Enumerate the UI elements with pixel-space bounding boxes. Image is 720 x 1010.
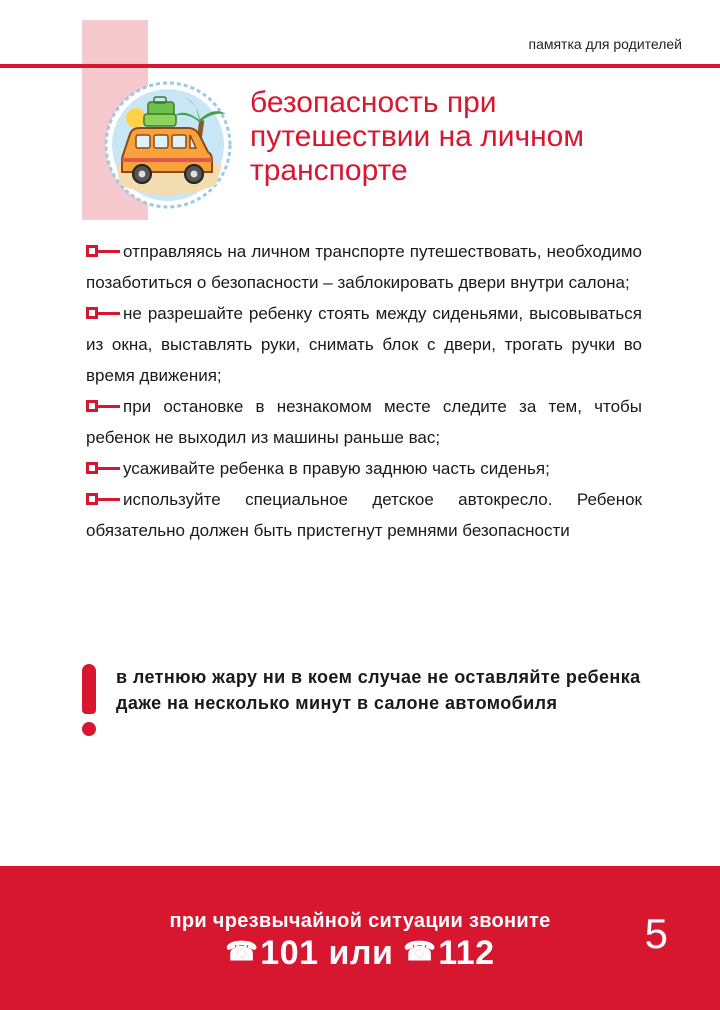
list-item-text: не разрешайте ребенку стоять между сиденьями, высовываться из окна, выставлять руки, снимать блок с двери, трогать ручки во время движения; bbox=[86, 304, 642, 385]
list-item-text: при остановке в незнакомом месте следите за тем, чтобы ребенок не выходил из машины раньше вас; bbox=[86, 397, 642, 447]
bullet-icon bbox=[86, 245, 121, 257]
warning-block bbox=[80, 664, 660, 744]
warning-text: в летнюю жару ни в коем случае не оставляйте ребенка даже на несколько минут в салоне автомобиля bbox=[116, 667, 641, 713]
emergency-number: 112 bbox=[438, 934, 495, 972]
list-item bbox=[86, 298, 642, 391]
bullet-icon bbox=[86, 493, 121, 505]
bullet-icon bbox=[86, 400, 121, 412]
footer-banner bbox=[0, 866, 720, 1010]
safety-list bbox=[86, 236, 642, 546]
list-item-text: отправляясь на личном транспорте путешествовать, необходимо позаботиться о безопасности – заблокировать двери внутри салона; bbox=[86, 242, 642, 292]
emergency-numbers bbox=[0, 934, 720, 973]
header-note: памятка для родителей bbox=[528, 36, 682, 52]
list-item bbox=[86, 453, 642, 484]
phone-icon: ☎ bbox=[403, 936, 437, 966]
list-item-text: используйте специальное детское автокресло. Ребенок обязательно должен быть пристегнут ремнями безопасности bbox=[86, 490, 642, 540]
list-item-text: усаживайте ребенка в правую заднюю часть сиденья; bbox=[123, 459, 550, 478]
list-item bbox=[86, 391, 642, 453]
car-with-luggage-icon bbox=[96, 80, 241, 210]
emergency-call-text: при чрезвычайной ситуации звоните bbox=[169, 910, 551, 932]
title-line: транспорте bbox=[250, 154, 408, 187]
list-item bbox=[86, 236, 642, 298]
page-number: 5 bbox=[644, 910, 668, 957]
bullet-icon bbox=[86, 307, 121, 319]
bullet-icon bbox=[86, 462, 121, 474]
title-line: безопасность при bbox=[250, 86, 497, 119]
list-item bbox=[86, 484, 642, 546]
page-title bbox=[250, 86, 690, 188]
header-rule bbox=[0, 64, 720, 68]
numbers-connector: или bbox=[318, 934, 404, 972]
phone-icon: ☎ bbox=[225, 936, 259, 966]
title-line: путешествии на личном bbox=[250, 120, 584, 153]
emergency-number: 101 bbox=[260, 934, 319, 972]
